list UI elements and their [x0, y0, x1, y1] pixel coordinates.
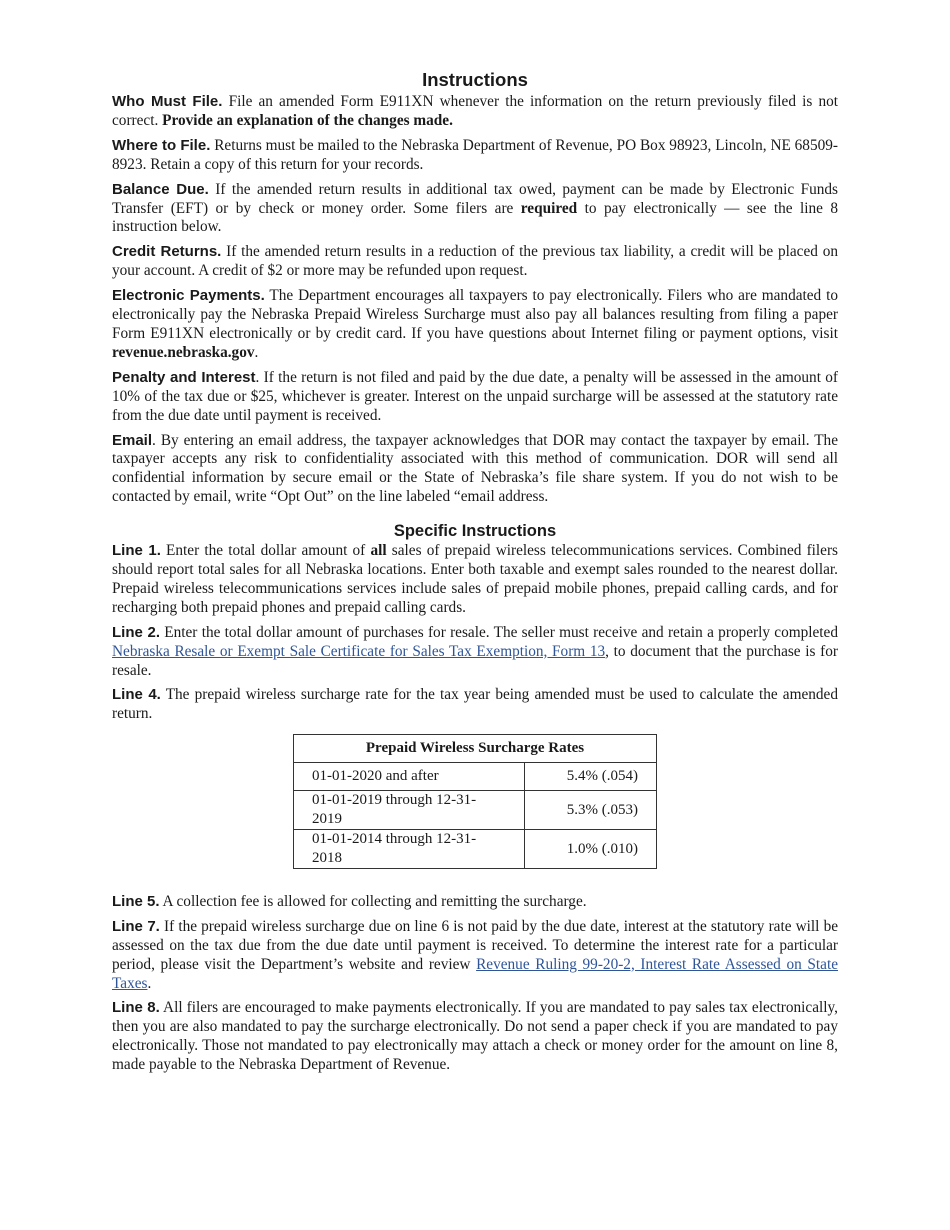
where-to-file-heading: Where to File.: [112, 136, 211, 154]
who-must-file-text: File an amended Form E911XN whenever the information on the return previously filed is not correct.: [112, 93, 838, 129]
specific-instructions-title: Specific Instructions: [393, 522, 557, 541]
line-7-text: If the prepaid wireless surcharge due on line 6 is not paid by the due date, interest at the statutory rate will be assessed on the tax due from the due date until payment is received. To determine the interest rate for a particular period, please visit the Department’s website and review: [112, 917, 839, 973]
electronic-payments-paragraph: [112, 287, 838, 363]
who-must-file-bold: Provide an explanation of the changes made.: [162, 111, 453, 129]
line-1-text-1: Enter the total dollar amount of: [160, 542, 371, 560]
line-4-paragraph: [112, 686, 838, 724]
penalty-interest-text: . If the return is not filed and paid by the due date, a penalty will be assessed in the amount of 10% of the tax due or $25, whichever is greater. Interest on the unpaid surcharge will be assessed at the statutory rate from the due date until payment is received.: [112, 368, 839, 424]
line-4-heading: Line 4.: [112, 686, 161, 704]
table-header-row: [294, 735, 657, 763]
line-1-heading: Line 1.: [112, 542, 161, 560]
rate-value: 5.3% (.053): [525, 791, 657, 830]
who-must-file-heading: Who Must File.: [112, 93, 223, 110]
rate-value: 1.0% (.010): [525, 830, 657, 869]
line-5-heading: Line 5.: [112, 892, 160, 910]
line-5-paragraph: [112, 893, 838, 912]
table-row: [294, 791, 657, 830]
revenue-website: revenue.nebraska.gov: [112, 343, 255, 361]
surcharge-rates-table: [293, 734, 657, 869]
email-heading: Email: [112, 431, 153, 449]
line-2-text-2: , to document that the purchase is for resale.: [112, 642, 838, 679]
balance-due-text-1: If the amended return results in additional tax owed, payment can be made by Electronic Funds Transfer (EFT) or by check or money order. Some filers are: [112, 180, 838, 217]
revenue-ruling-link[interactable]: Revenue Ruling 99-20-2, Interest Rate Assessed on State Taxes: [112, 955, 838, 992]
balance-due-heading: Balance Due.: [112, 180, 209, 198]
page-title: Instructions: [422, 69, 528, 90]
instructions-page: [112, 68, 838, 1081]
line-5-text: A collection fee is allowed for collecting and remitting the surcharge.: [159, 892, 587, 910]
penalty-interest-paragraph: [112, 369, 838, 426]
electronic-payments-end: .: [254, 343, 259, 361]
line-7-paragraph: [112, 918, 838, 994]
line-1-bold: all: [370, 542, 387, 560]
credit-returns-heading: Credit Returns.: [112, 243, 222, 261]
rate-value: 5.4% (.054): [525, 763, 657, 791]
line-2-text-1: Enter the total dollar amount of purchases for resale. The seller must receive and retain a properly completed: [159, 623, 838, 641]
table-row: [294, 830, 657, 869]
line-2-heading: Line 2.: [112, 623, 160, 641]
line-8-paragraph: [112, 999, 838, 1075]
credit-returns-paragraph: [112, 243, 838, 281]
electronic-payments-text: The Department encourages all taxpayers to pay electronically. Filers who are mandated to electronically pay the Nebraska Prepaid Wireless Surcharge must also pay all balances resulting from filing a paper Form E911XN electronically or by credit card. If you have questions about Internet filing or payment options, visit: [112, 287, 838, 342]
line-8-heading: Line 8.: [112, 999, 160, 1017]
line-4-text: The prepaid wireless surcharge rate for the tax year being amended must be used to calculate the amended return.: [112, 686, 838, 723]
balance-due-text-2: to pay electronically — see the line 8 instruction below.: [112, 199, 839, 236]
balance-due-paragraph: [112, 181, 838, 238]
where-to-file-text: Returns must be mailed to the Nebraska Department of Revenue, PO Box 98923, Lincoln, NE 68509-8923. Retain a copy of this return for your records.: [112, 136, 838, 173]
credit-returns-text: If the amended return results in a reduction of the previous tax liability, a credit will be placed on your account. A credit of $2 or more may be refunded upon request.: [112, 243, 838, 280]
balance-due-bold: required: [520, 199, 578, 217]
where-to-file-paragraph: [112, 137, 838, 175]
form-13-link[interactable]: Nebraska Resale or Exempt Sale Certificate for Sales Tax Exemption, Form 13: [112, 642, 606, 660]
line-8-text: All filers are encouraged to make payments electronically. If you are mandated to pay sales tax electronically, then you are also mandated to pay the surcharge electronically. Do not send a paper check if you are mandated to pay electronically. Those not mandated to pay electronically may attach a check or money order for the amount on line 8, made payable to the Nebraska Department of Revenue.: [112, 999, 838, 1074]
penalty-interest-heading: Penalty and Interest: [112, 368, 256, 386]
rate-period: 01-01-2020 and after: [294, 763, 525, 791]
line-1-paragraph: [112, 542, 838, 618]
line-2-paragraph: [112, 624, 838, 681]
electronic-payments-heading: Electronic Payments.: [112, 287, 265, 305]
line-7-heading: Line 7.: [112, 917, 160, 935]
table-row: [294, 763, 657, 791]
table-title: Prepaid Wireless Surcharge Rates: [294, 735, 657, 763]
rate-period: 01-01-2019 through 12-31-2019: [294, 791, 525, 830]
email-text: . By entering an email address, the taxpayer acknowledges that DOR may contact the taxpayer by email. The taxpayer accepts any risk to confidentiality associated with this method of communication. DOR will send all confidential information by secure email or the State of Nebraska’s file share system. If you do not wish to be contacted by email, write “Opt Out” on the line labeled “email address.: [112, 431, 838, 506]
line-1-text-2: sales of prepaid wireless telecommunications services. Combined filers should report total sales for all Nebraska locations. Enter both taxable and exempt sales rounded to the nearest dollar. Prepaid wireless telecommunications services include sales of prepaid mobile phones, prepaid calling cards, and for recharging both prepaid phones and prepaid calling cards.: [112, 542, 839, 616]
who-must-file-paragraph: [112, 93, 838, 131]
email-paragraph: [112, 432, 838, 508]
line-7-end: .: [147, 974, 152, 992]
rate-period: 01-01-2014 through 12-31-2018: [294, 830, 525, 869]
